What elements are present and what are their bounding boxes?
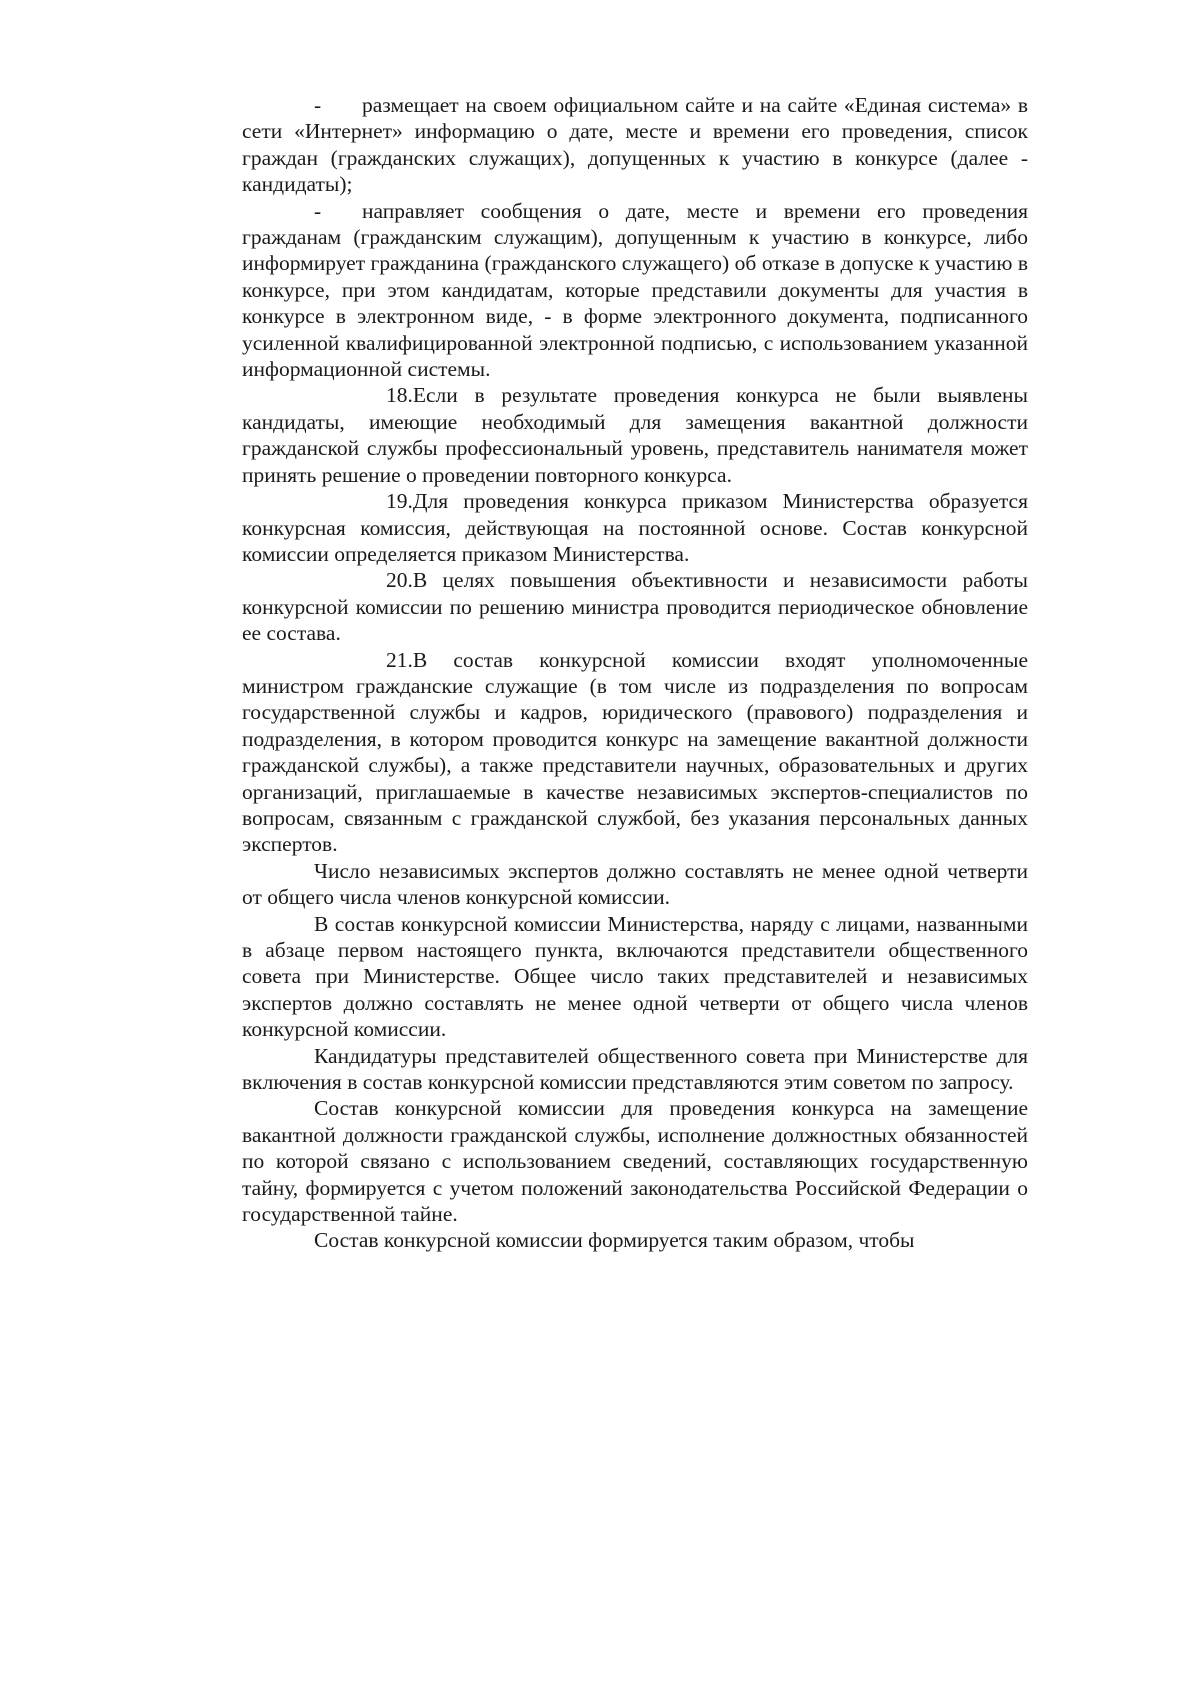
paragraph-state-secret: Состав конкурсной комиссии для проведения конкурса на замещение вакантной должности гражданской службы, исполнение должностных обязанностей по которой связано с использованием сведений, составляющих государственную тайну, формируется с учетом положений законодательства Российской Федерации о государственной тайне. bbox=[242, 1096, 1028, 1227]
paragraph-text: направляет сообщения о дате, месте и времени его проведения гражданам (гражданским служащим), допущенным к участию в конкурсе, либо информирует гражданина (гражданского служащего) об отказе в допуске к участию в конкурсе, при этом кандидатам, которые представили документы для участия в конкурсе в электронном виде, - в форме электронного документа, подписанного усиленной квалифицированной электронной подписью, с использованием указанной информационной системы. bbox=[242, 198, 1028, 382]
paragraph-text: Если в результате проведения конкурса не были выявлены кандидаты, имеющие необходимый для замещения вакантной должности гражданской службы профессиональный уровень, представитель нанимателя может принять решение о проведении повторного конкурса. bbox=[242, 383, 1028, 487]
paragraph-council-candidates: Кандидатуры представителей общественного совета при Министерстве для включения в состав конкурсной комиссии представляются этим советом по запросу. bbox=[242, 1043, 1028, 1095]
paragraph-text: В целях повышения объективности и независимости работы конкурсной комиссии по решению министра проводится периодическое обновление ее состава. bbox=[242, 568, 1028, 646]
document-body bbox=[242, 92, 1028, 1254]
bullet-marker: - bbox=[314, 93, 322, 117]
paragraph-number: 20. bbox=[386, 568, 413, 593]
paragraph-composition: Состав конкурсной комиссии формируется таким образом, чтобы bbox=[314, 1228, 915, 1253]
paragraph-text: Для проведения конкурса приказом Министерства образуется конкурсная комиссия, действующая на постоянной основе. Состав конкурсной комиссии определяется приказом Министерства. bbox=[242, 489, 1028, 566]
bullet-marker: - bbox=[314, 198, 322, 223]
paragraph-bullet-publish bbox=[242, 92, 1028, 198]
paragraph-number: 19. bbox=[386, 489, 413, 514]
paragraph-20 bbox=[242, 567, 1028, 646]
paragraph-bullet-notify bbox=[242, 198, 1028, 383]
paragraph-19 bbox=[242, 488, 1028, 567]
paragraph-18 bbox=[242, 382, 1028, 488]
paragraph-text: размещает на своем официальном сайте и на сайте «Единая система» в сети «Интернет» информацию о дате, месте и времени его проведения, список граждан (гражданских служащих), допущенных к участию в конкурсе (далее - кандидаты); bbox=[242, 93, 1028, 197]
paragraph-experts-quota: Число независимых экспертов должно составлять не менее одной четверти от общего числа членов конкурсной комиссии. bbox=[242, 858, 1028, 910]
paragraph-public-council: В состав конкурсной комиссии Министерства, наряду с лицами, названными в абзаце первом настоящего пункта, включаются представители общественного совета при Министерстве. Общее число таких представителей и независимых экспертов должно составлять не менее одной четверти от общего числа членов конкурсной комиссии. bbox=[242, 911, 1028, 1042]
paragraph-number: 21. bbox=[386, 647, 413, 672]
paragraph-number: 18. bbox=[386, 383, 413, 408]
paragraph-21 bbox=[242, 647, 1028, 858]
paragraph-text: В состав конкурсной комиссии входят уполномоченные министром гражданские служащие (в том числе из подразделения по вопросам государственной службы и кадров, юридического (правового) подразделения и подразделения, в котором проводится конкурс на замещение вакантной должности гражданской службы), а также представители научных, образовательных и других организаций, приглашаемые в качестве независимых экспертов-специалистов по вопросам, связанным с гражданской службой, без указания персональных данных экспертов. bbox=[242, 647, 1028, 857]
